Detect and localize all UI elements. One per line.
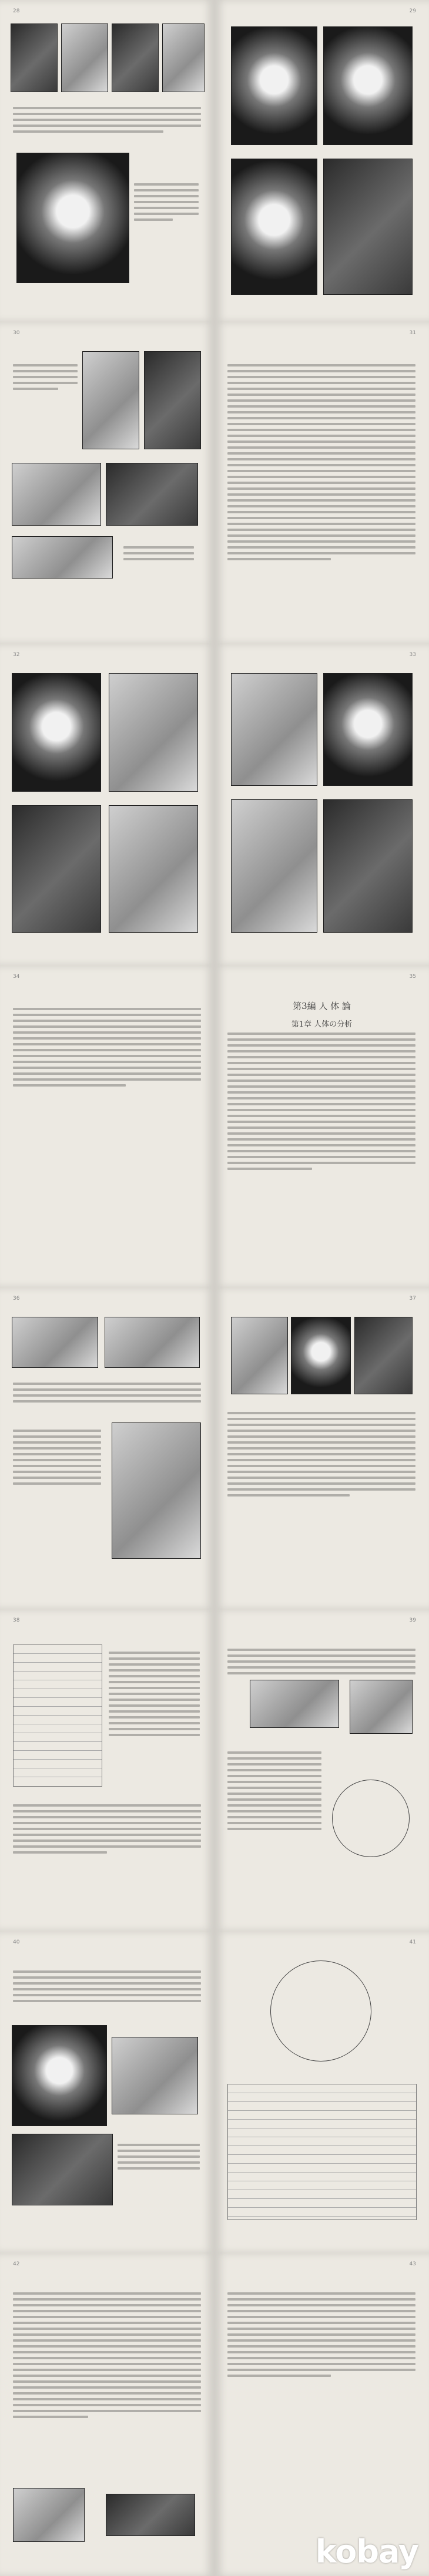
- motion-study-photo-2: [105, 1317, 200, 1368]
- sculpture-photo-3: [354, 1317, 413, 1394]
- fashion-photo-4: [162, 23, 205, 92]
- page-number: 28: [13, 8, 20, 14]
- body-text-block: [227, 1645, 415, 1678]
- dress-photo-1: [82, 351, 139, 449]
- book-spread-2: [0, 322, 429, 644]
- dandelion-photo-1: [231, 26, 317, 145]
- book-page-right-1: [214, 0, 429, 322]
- fashion-photo-3: [112, 23, 159, 92]
- body-text-block: [13, 2289, 201, 2422]
- page-number: 35: [409, 974, 416, 980]
- body-text-block: [13, 1004, 201, 1090]
- striped-dress-photo: [12, 805, 101, 933]
- body-text-block: [13, 1379, 201, 1406]
- radial-pattern-photo: [323, 673, 413, 786]
- side-text-block: [13, 361, 78, 394]
- data-table: [227, 2084, 417, 2220]
- book-page-left-2: [0, 322, 214, 644]
- book-page-right-8: [214, 2253, 429, 2576]
- fashion-photo-2: [61, 23, 108, 92]
- book-page-left-3: [0, 644, 214, 966]
- triangle-diagram: [250, 1680, 339, 1728]
- book-page-right-7: [214, 1931, 429, 2253]
- wreath-photo: [12, 673, 101, 792]
- page-number: 36: [13, 1296, 20, 1302]
- ballerina-photo: [109, 673, 198, 792]
- dress-back-photo: [323, 799, 413, 933]
- page-number: 37: [409, 1296, 416, 1302]
- book-page-right-3: [214, 644, 429, 966]
- crane-bird-photo: [231, 799, 317, 933]
- sculpture-photo-2: [291, 1317, 351, 1394]
- watermark-logo: kobay: [315, 2533, 418, 2570]
- book-page-left-5: [0, 1287, 214, 1609]
- fashion-group-photo: [12, 463, 101, 526]
- ruff-collar-portrait-photo: [231, 673, 317, 786]
- book-page-left-8: [0, 2253, 214, 2576]
- book-page-left-1: [0, 0, 214, 322]
- book-spread-3: [0, 644, 429, 966]
- page-number: 41: [409, 1939, 416, 1945]
- book-page-right-6: [214, 1609, 429, 1931]
- page-number: 29: [409, 8, 416, 14]
- page-number: 30: [13, 330, 20, 336]
- book-spread-4: [0, 966, 429, 1287]
- body-text-block: [227, 1033, 415, 1170]
- page-number: 32: [13, 652, 20, 658]
- page-number: 42: [13, 2261, 20, 2267]
- page-number: 43: [409, 2261, 416, 2267]
- side-text-block: [227, 1748, 321, 1834]
- fashion-photo: [106, 463, 198, 526]
- body-text-block: [13, 1967, 201, 2006]
- thorn-photo: [323, 159, 413, 295]
- book-page-right-5: [214, 1287, 429, 1609]
- book-page-right-2: [214, 322, 429, 644]
- measurement-table: [13, 1645, 102, 1787]
- polar-grid-diagram: [270, 1960, 371, 2062]
- book-spread-7: [0, 1931, 429, 2253]
- body-text-block: [13, 103, 201, 136]
- book-page-left-6: [0, 1609, 214, 1931]
- page-number: 34: [13, 974, 20, 980]
- book-spread-5: [0, 1287, 429, 1609]
- line-pattern-figure: [13, 2488, 85, 2542]
- leg-diagram-figure: [112, 1422, 201, 1559]
- fashion-photo-1: [11, 23, 58, 92]
- graph-diagram: [350, 1680, 413, 1734]
- page-number: 33: [409, 652, 416, 658]
- body-text-block: [227, 1408, 415, 1500]
- sculpture-photo-1: [231, 1317, 288, 1394]
- body-text-block-lower: [13, 1801, 201, 1857]
- body-text-block: [227, 361, 415, 564]
- page-number: 39: [409, 1617, 416, 1623]
- side-text-block: [13, 1426, 101, 1488]
- book-page-right-4: [214, 966, 429, 1287]
- motion-study-photo-1: [12, 1317, 98, 1368]
- abstract-photo: [16, 153, 129, 283]
- dress-photo-2: [144, 351, 201, 449]
- dandelion-photo-2: [323, 26, 413, 145]
- book-spread-6: [0, 1609, 429, 1931]
- page-number: 31: [409, 330, 416, 336]
- caption-text-block: [123, 543, 194, 564]
- side-text-block: [118, 2140, 200, 2173]
- book-spread-1: [0, 0, 429, 322]
- reclining-model-photo: [12, 536, 113, 579]
- thistle-photo: [231, 159, 317, 295]
- fish-photo: [109, 805, 198, 933]
- page-number: 40: [13, 1939, 20, 1945]
- body-text-block: [109, 1648, 200, 1740]
- book-spread-8: [0, 2253, 429, 2576]
- body-text-block: [227, 2289, 415, 2380]
- object-photo: [112, 2037, 198, 2114]
- sphere-diagram: [332, 1780, 410, 1857]
- book-page-left-7: [0, 1931, 214, 2253]
- projector-photo: [12, 2134, 113, 2205]
- section-title: 第1章 人体の分析: [291, 1020, 353, 1029]
- ornament-figure: [106, 2494, 195, 2536]
- side-text-block: [134, 180, 199, 224]
- chapter-title: 第3編 人 体 論: [293, 1001, 351, 1011]
- paper-sculpture-photo: [12, 2025, 107, 2126]
- page-number: 38: [13, 1617, 20, 1623]
- book-page-left-4: [0, 966, 214, 1287]
